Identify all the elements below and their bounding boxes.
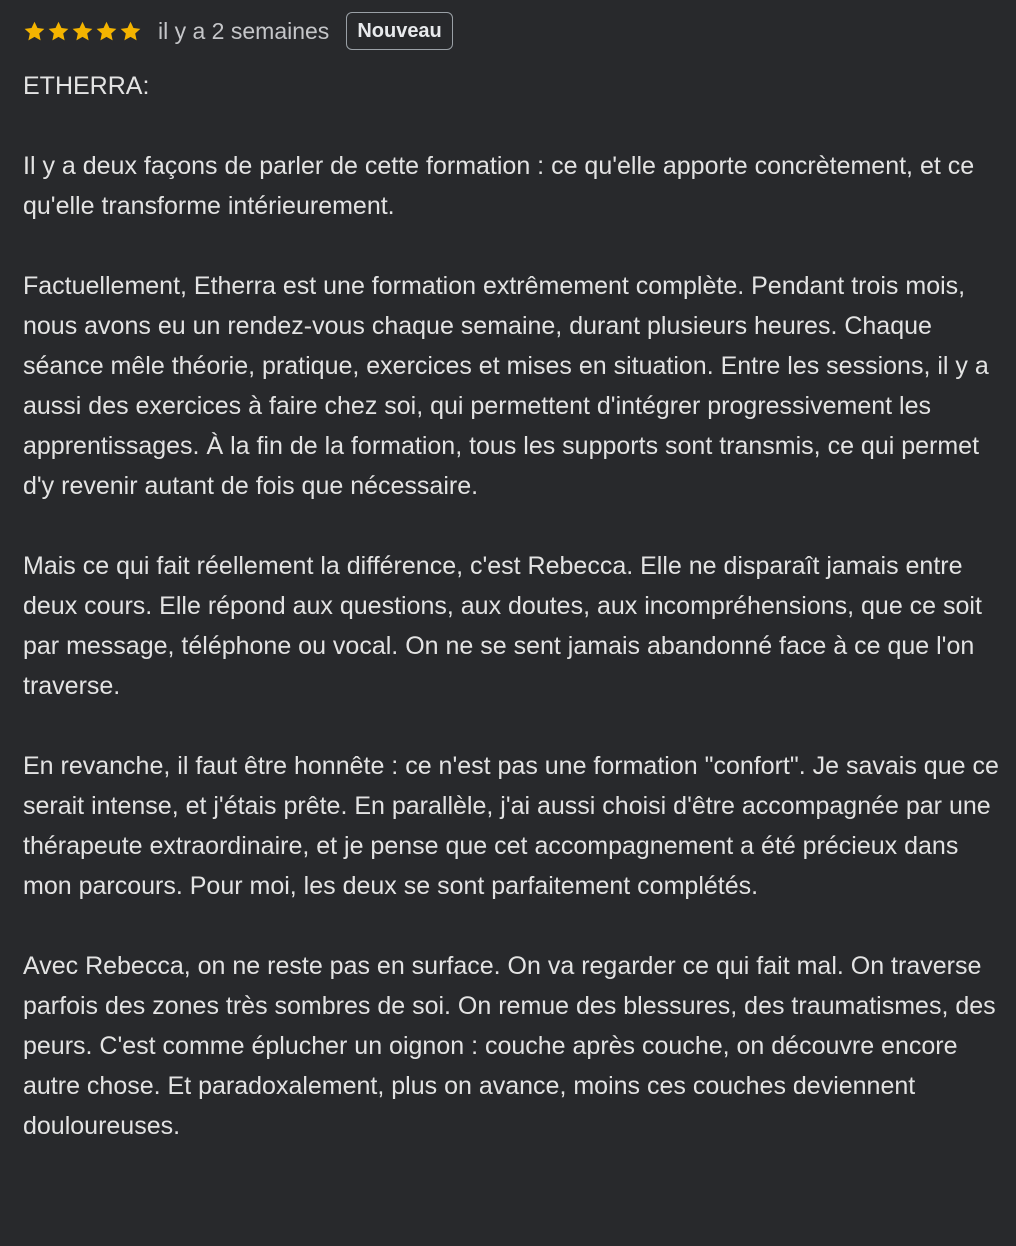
review-header [23, 10, 1016, 52]
review-date: il y a 2 semaines [158, 17, 330, 44]
star-icon [119, 20, 142, 43]
star-icon [71, 20, 94, 43]
new-badge: Nouveau [346, 12, 452, 50]
review-text [23, 66, 1013, 1146]
star-rating [23, 20, 142, 43]
review-title: ETHERRA: [23, 72, 150, 100]
review-paragraph: Il y a deux façons de parler de cette formation : ce qu'elle apporte concrètement, et ce qu'elle transforme intérieurement. [23, 152, 975, 220]
star-icon [23, 20, 46, 43]
review-card [0, 10, 1016, 1146]
review-paragraph: Avec Rebecca, on ne reste pas en surface. On va regarder ce qui fait mal. On traverse parfois des zones très sombres de soi. On remue des blessures, des traumatismes, des peurs. C'est comme éplucher un oignon : couche après couche, on découvre encore autre chose. Et paradoxalement, plus on avance, moins ces couches deviennent douloureuses. [23, 952, 996, 1140]
review-paragraph: Mais ce qui fait réellement la différence, c'est Rebecca. Elle ne disparaît jamais entre deux cours. Elle répond aux questions, aux doutes, aux incompréhensions, que ce soit par message, téléphone ou vocal. On ne se sent jamais abandonné face à ce que l'on traverse. [23, 552, 982, 700]
star-icon [95, 20, 118, 43]
review-paragraph: En revanche, il faut être honnête : ce n'est pas une formation "confort". Je savais que ce serait intense, et j'étais prête. En parallèle, j'ai aussi choisi d'être accompagnée par une thérapeute extraordinaire, et je pense que cet accompagnement a été précieux dans mon parcours. Pour moi, les deux se sont parfaitement complétés. [23, 752, 999, 900]
star-icon [47, 20, 70, 43]
review-paragraph: Factuellement, Etherra est une formation extrêmement complète. Pendant trois mois, nous avons eu un rendez-vous chaque semaine, durant plusieurs heures. Chaque séance mêle théorie, pratique, exercices et mises en situation. Entre les sessions, il y a aussi des exercices à faire chez soi, qui permettent d'intégrer progressivement les apprentissages. À la fin de la formation, tous les supports sont transmis, ce qui permet d'y revenir autant de fois que nécessaire. [23, 272, 989, 500]
